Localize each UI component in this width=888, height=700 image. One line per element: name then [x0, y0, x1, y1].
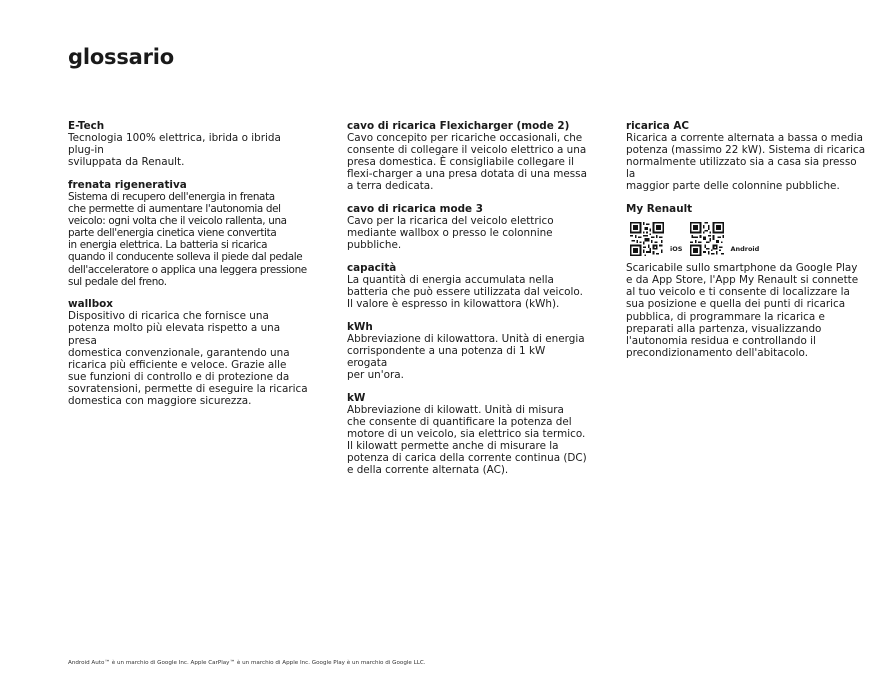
glossary-term: cavo di ricarica Flexicharger (mode 2) — [347, 120, 570, 132]
glossary-term: E-Tech — [68, 120, 105, 132]
trademark-footnote: Android Auto™ è un marchio di Google Inc. Apple CarPlay™ è un marchio di Apple Inc. Google Play è un marchio di Google LLC. — [68, 660, 426, 666]
glossary-term: wallbox — [68, 298, 114, 311]
glossary-column-1 — [68, 120, 308, 418]
ios-qr-code-icon[interactable] — [630, 222, 664, 256]
glossary-column-3 — [626, 120, 866, 369]
android-qr-code-icon[interactable] — [690, 222, 724, 256]
glossary-term: kWh — [347, 320, 373, 333]
my-renault-entry — [626, 203, 866, 359]
glossary-term: cavo di ricarica mode 3 — [347, 203, 483, 216]
glossary-definition: Abbreviazione di kilowatt. Unità di misura che consente di quantificare la potenza del motore di un veicolo, sia elettrico sia termico. Il kilowatt permette anche di misurare la potenza di carica della corrente continua (DC) e della corrente alternata (AC). — [347, 403, 587, 477]
glossary-definition: Scaricabile sullo smartphone da Google Play e da App Store, l'App My Renault si connette al tuo veicolo e ti consente di localizzare la sua posizione e quella dei punti di ricarica pubblica, di programmare la ricarica e preparati alla partenza, visualizzando l'autonomia residua e controllando il precondizionamento dell'abitacolo. — [626, 262, 859, 359]
android-qr-group[interactable] — [690, 222, 759, 256]
glossary-column-2 — [347, 120, 587, 487]
glossary-entry — [347, 321, 587, 381]
glossary-definition: Cavo concepito per ricariche occasionali, che consente di collegare il veicolo elettrico a una presa domestica. È consigliabile collegare il flexi-charger a una presa dotata di una messa a terra dedicata. — [347, 132, 587, 193]
glossary-definition: Abbreviazione di kilowattora. Unità di energia corrispondente a una potenza di 1 kW erogata per un'ora. — [347, 332, 585, 382]
glossary-entry — [68, 179, 308, 288]
glossary-definition: Cavo per la ricarica del veicolo elettrico mediante wallbox o presso le colonnine pubbliche. — [347, 215, 554, 252]
glossary-entry — [347, 203, 587, 251]
glossary-definition: La quantità di energia accumulata nella batteria che può essere utilizzata dal veicolo. Il valore è espresso in kilowattora (kWh). — [347, 274, 583, 311]
ios-label: iOS — [670, 245, 683, 254]
glossary-entry — [626, 120, 866, 193]
ios-qr-group[interactable] — [630, 222, 682, 256]
glossary-term: My Renault — [626, 203, 693, 216]
glossary-definition: Sistema di recupero dell'energia in frenata che permette di aumentare l'autonomia del veicolo: ogni volta che il veicolo rallenta, una parte dell'energia cinetica viene convertita in energia elettrica. La batteria si ricarica quando il conducente solleva il piede dal pedale dell'acceleratore o applica una leggera pressione sul pedale del freno. — [68, 190, 307, 288]
glossary-entry — [68, 120, 308, 168]
app-download-qr-codes — [630, 218, 866, 256]
glossary-term: ricarica AC — [626, 120, 689, 132]
glossary-entry — [347, 120, 587, 193]
glossary-definition: Tecnologia 100% elettrica, ibrida o ibrida plug-in sviluppata da Renault. — [68, 132, 281, 169]
glossary-term: kW — [347, 391, 366, 404]
glossary-term: frenata rigenerativa — [68, 178, 187, 191]
page-title: glossario — [68, 45, 175, 70]
android-label: Android — [730, 245, 760, 254]
glossary-definition: Dispositivo di ricarica che fornisce una potenza molto più elevata rispetto a una presa domestica convenzionale, garantendo una ricarica più efficiente e veloce. Grazie alle sue funzioni di controllo e di protezione da sovratensioni, permette di eseguire la ricarica domestica con maggiore sicurezza. — [68, 310, 308, 407]
glossary-entry — [347, 392, 587, 477]
glossary-definition: Ricarica a corrente alternata a bassa o media potenza (massimo 22 kW). Sistema di ricarica normalmente utilizzato sia a casa sia presso la maggior parte delle colonnine pubbliche. — [626, 132, 866, 193]
glossary-entry — [347, 262, 587, 310]
glossary-entry — [68, 298, 308, 407]
glossary-term: capacità — [347, 261, 397, 274]
